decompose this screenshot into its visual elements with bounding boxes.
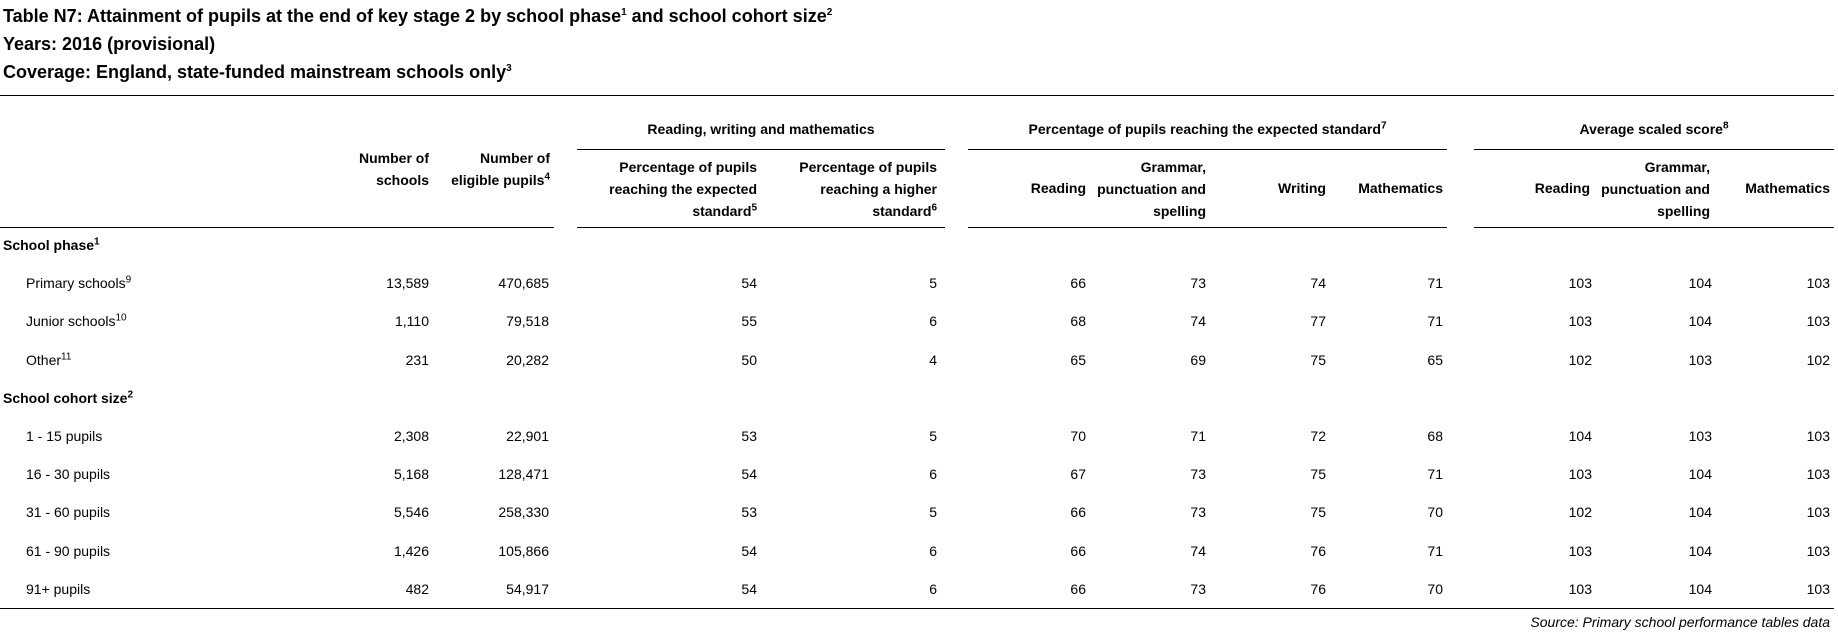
section-heading-text: School phase [3, 237, 95, 253]
header-bottom-rule-score [1474, 227, 1834, 228]
col-header-line: Percentage of pupils [619, 159, 757, 175]
header-bottom-rule-pct [968, 227, 1447, 228]
table-cell: 74 [1190, 313, 1206, 330]
group-rule-rwm [577, 149, 945, 150]
table-cell: 258,330 [498, 504, 549, 521]
group-header-pct-text: Percentage of pupils reaching the expected standard [1028, 121, 1381, 137]
table-cell: 6 [929, 466, 937, 483]
group-header-rwm [577, 118, 945, 140]
table-title-text: Table N7: Attainment of pupils at the end of key stage 2 by school phase [3, 6, 622, 26]
col-header-line: Percentage of pupils [799, 159, 937, 175]
table-title [3, 2, 832, 30]
table-cell: 6 [929, 580, 937, 597]
footnote-ref: 10 [115, 312, 127, 324]
group-header-rwm-text: Reading, writing and mathematics [647, 121, 875, 137]
table-cell: 102 [1568, 351, 1592, 368]
table-cell: 103 [1568, 313, 1592, 330]
table-cell: 67 [1070, 466, 1086, 483]
table-cell: 102 [1568, 504, 1592, 521]
years-line: Years: 2016 (provisional) [3, 34, 216, 54]
table-cell: 66 [1070, 542, 1086, 559]
table-cell: 5,168 [393, 466, 429, 483]
table-cell: 103 [1806, 428, 1830, 444]
table-cell: 75 [1310, 466, 1326, 483]
row-label [26, 425, 102, 447]
table-cell: 5 [929, 504, 937, 521]
row-label-text: Junior schools [26, 313, 116, 330]
table-cell: 54 [741, 466, 757, 483]
table-cell: 66 [1070, 580, 1086, 597]
table-cell: 70 [1427, 580, 1443, 597]
col-header-num-pupils [430, 147, 550, 191]
table-cell: 75 [1310, 351, 1326, 368]
table-cell: 75 [1310, 504, 1326, 521]
footnote-ref: 5 [751, 202, 757, 214]
title-block [3, 2, 832, 86]
table-cell: 73 [1190, 504, 1206, 521]
table-cell: 104 [1688, 542, 1712, 559]
col-header-text: eligible pupils [451, 172, 545, 188]
table-cell: 231 [405, 351, 429, 368]
table-cell: 103 [1568, 542, 1592, 559]
col-header-line [770, 200, 937, 222]
table-bottom-rule [0, 608, 1834, 609]
source-note: Source: Primary school performance tables data [1530, 614, 1830, 630]
table-cell: 70 [1427, 504, 1443, 521]
col-header-score-maths [1720, 177, 1830, 199]
table-cell: 6 [929, 313, 937, 330]
table-top-rule [0, 95, 1834, 96]
group-header-score-text: Average scaled score [1579, 121, 1723, 137]
col-header-text: Reading [1030, 180, 1086, 196]
table-cell: 2,308 [393, 428, 429, 444]
group-header-score [1474, 118, 1834, 140]
table-cell: 79,518 [506, 313, 549, 330]
col-header-text: standard [872, 203, 932, 219]
col-header-line: spelling [1153, 203, 1206, 219]
footnote-ref: 8 [1722, 120, 1729, 132]
table-cell: 5,546 [393, 504, 429, 521]
table-cell: 5 [929, 428, 937, 444]
table-cell: 104 [1688, 275, 1712, 292]
table-cell: 103 [1568, 580, 1592, 597]
col-header-line: Number of [359, 150, 429, 166]
footnote-ref: 1 [94, 236, 100, 248]
footnote-ref: 1 [621, 7, 627, 18]
col-header-line: Grammar, [1644, 159, 1710, 175]
footnote-ref: 4 [544, 171, 550, 183]
footnote-ref: 6 [931, 202, 937, 214]
col-header-line [430, 169, 550, 191]
col-header-rwm-expected [577, 156, 757, 222]
table-cell: 104 [1688, 504, 1712, 521]
table-cell: 22,901 [506, 428, 549, 444]
table-cell: 103 [1568, 275, 1592, 292]
row-label-text: 61 - 90 pupils [26, 542, 111, 559]
col-header-line: punctuation and [1601, 181, 1710, 197]
col-header-line: punctuation and [1097, 181, 1206, 197]
col-header-line: reaching the expected [609, 181, 757, 197]
table-cell: 68 [1427, 428, 1443, 444]
table-cell: 72 [1310, 428, 1326, 444]
col-header-rwm-higher [770, 156, 937, 222]
coverage-text: Coverage: England, state-funded mainstream schools only [3, 62, 507, 82]
table-cell: 65 [1070, 351, 1086, 368]
col-header-text: Writing [1278, 180, 1326, 196]
table-cell: 128,471 [498, 466, 549, 483]
table-cell: 54 [741, 542, 757, 559]
col-header-num-schools [330, 147, 429, 191]
table-cell: 74 [1310, 275, 1326, 292]
table-cell: 4 [929, 351, 937, 368]
table-cell: 13,589 [386, 275, 429, 292]
col-header-line [577, 200, 757, 222]
table-cell: 71 [1427, 313, 1443, 330]
table-cell: 104 [1688, 580, 1712, 597]
table-cell: 70 [1070, 428, 1086, 444]
table-cell: 65 [1427, 351, 1443, 368]
table-cell: 50 [741, 351, 757, 368]
table-cell: 71 [1427, 275, 1443, 292]
table-cell: 69 [1190, 351, 1206, 368]
table-cell: 105,866 [498, 542, 549, 559]
section-heading [3, 234, 100, 256]
table-cell: 66 [1070, 275, 1086, 292]
row-label-text: Other [26, 351, 62, 368]
footnote-ref: 11 [61, 350, 72, 362]
row-label [26, 310, 127, 332]
col-header-pct-maths [1330, 177, 1443, 199]
col-header-line: Grammar, [1140, 159, 1206, 175]
table-cell: 76 [1310, 580, 1326, 597]
table-cell: 74 [1190, 542, 1206, 559]
footnote-ref: 9 [125, 274, 132, 286]
table-cell: 482 [405, 580, 429, 597]
col-header-line: Number of [480, 150, 550, 166]
table-cell: 104 [1688, 313, 1712, 330]
table-cell: 53 [741, 428, 757, 444]
row-label [26, 349, 71, 371]
table-cell: 470,685 [498, 275, 549, 292]
col-header-text: Mathematics [1745, 180, 1830, 196]
row-label-text: 16 - 30 pupils [26, 466, 111, 483]
table-cell: 103 [1806, 466, 1830, 483]
table-cell: 1,110 [395, 313, 429, 330]
group-rule-score [1474, 149, 1834, 150]
table-cell: 76 [1310, 542, 1326, 559]
row-label [26, 272, 131, 294]
table-cell: 71 [1427, 542, 1443, 559]
col-header-line: reaching a higher [820, 181, 937, 197]
table-cell: 103 [1806, 275, 1830, 292]
footnote-ref: 7 [1380, 120, 1387, 132]
table-cell: 73 [1190, 275, 1206, 292]
col-header-text: Reading [1534, 180, 1590, 196]
table-cell: 103 [1806, 313, 1830, 330]
table-cell: 103 [1688, 351, 1712, 368]
col-header-text: standard [692, 203, 752, 219]
col-header-pct-gps [1090, 156, 1206, 222]
section-heading [3, 387, 133, 409]
row-label-text: 31 - 60 pupils [26, 504, 111, 521]
table-cell: 68 [1070, 313, 1086, 330]
table-cell: 5 [929, 275, 937, 292]
table-cell: 1,426 [393, 542, 429, 559]
table-cell: 71 [1190, 428, 1206, 444]
coverage-line [3, 58, 832, 86]
table-cell: 73 [1190, 466, 1206, 483]
footnote-ref: 2 [127, 389, 134, 401]
table-cell: 103 [1806, 580, 1830, 597]
row-label [26, 540, 110, 562]
group-header-pct [968, 118, 1447, 140]
table-cell: 20,282 [506, 351, 549, 368]
col-header-line: spelling [1657, 203, 1710, 219]
row-label [26, 501, 110, 523]
table-cell: 73 [1190, 580, 1206, 597]
table-cell: 77 [1310, 313, 1326, 330]
table-cell: 104 [1688, 466, 1712, 483]
col-header-pct-reading [1010, 177, 1086, 199]
footnote-ref: 3 [506, 63, 512, 74]
table-cell: 103 [1688, 428, 1712, 444]
table-cell: 55 [741, 313, 757, 330]
row-label-text: 91+ pupils [26, 580, 91, 597]
col-header-score-reading [1510, 177, 1590, 199]
table-cell: 54,917 [506, 580, 549, 597]
section-heading-text: School cohort size [3, 389, 128, 406]
table-cell: 53 [741, 504, 757, 521]
table-cell: 103 [1806, 542, 1830, 559]
group-rule-pct [968, 149, 1447, 150]
table-title-text-cont: and school cohort size [626, 6, 827, 26]
col-header-text: Mathematics [1358, 180, 1443, 196]
col-header-pct-writing [1240, 177, 1326, 199]
table-cell: 103 [1806, 504, 1830, 521]
table-cell: 71 [1427, 466, 1443, 483]
row-label-text: 1 - 15 pupils [26, 428, 103, 444]
table-cell: 6 [929, 542, 937, 559]
row-label-text: Primary schools [26, 275, 126, 292]
table-cell: 66 [1070, 504, 1086, 521]
table-cell: 54 [741, 580, 757, 597]
table-cell: 54 [741, 275, 757, 292]
footnote-ref: 2 [826, 7, 833, 18]
row-label [26, 463, 110, 485]
row-label [26, 578, 90, 600]
table-cell: 102 [1806, 351, 1830, 368]
col-header-score-gps [1594, 156, 1710, 222]
col-header-line: schools [376, 172, 429, 188]
table-cell: 103 [1568, 466, 1592, 483]
header-bottom-rule-rwm [577, 227, 945, 228]
header-bottom-rule-left [0, 227, 554, 228]
table-cell: 104 [1568, 428, 1592, 444]
